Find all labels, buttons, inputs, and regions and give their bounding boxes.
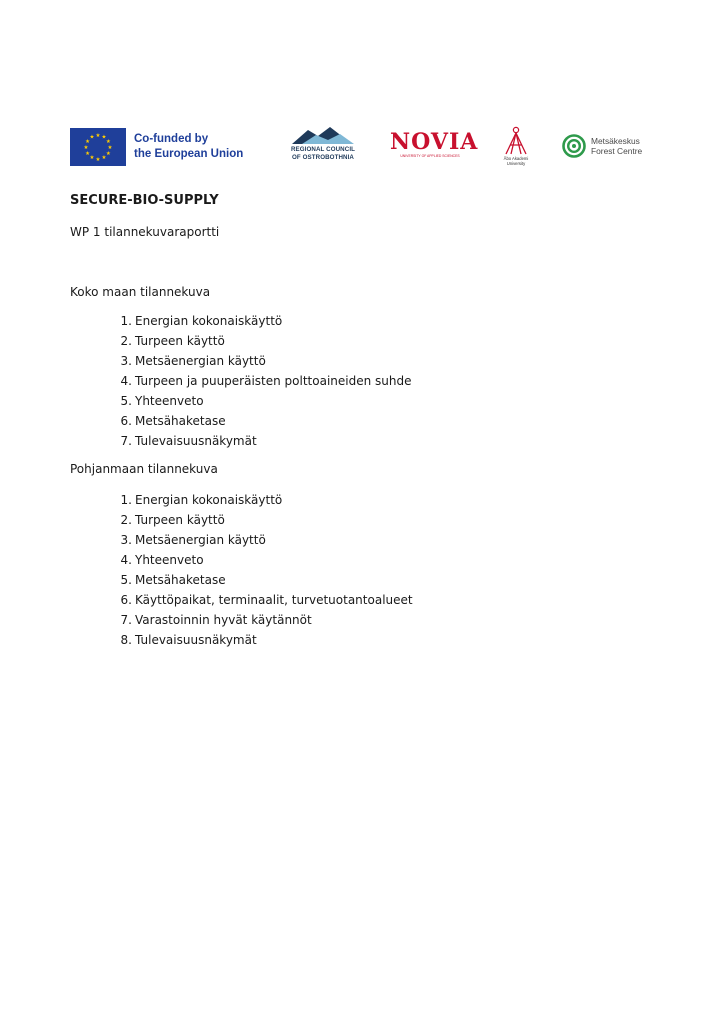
list-item: 3. Metsäenergian käyttö [120, 354, 266, 368]
eu-flag-icon [70, 128, 126, 166]
regional-council-line1: REGIONAL COUNCIL [290, 146, 356, 153]
eu-logo-line2: the European Union [134, 148, 244, 160]
list-item: 1. Energian kokonaiskäyttö [120, 314, 283, 328]
novia-logo [390, 129, 479, 159]
eu-logo-line1: Co-funded by [134, 133, 209, 145]
abo-logo-line2: University [506, 161, 526, 166]
novia-wordmark: NOVIA [390, 129, 479, 155]
eu-star-icon: ★ [105, 138, 111, 145]
eu-star-icon: ★ [105, 150, 111, 157]
eu-star-icon: ★ [107, 144, 113, 151]
list-item: 7. Varastoinnin hyvät käytännöt [120, 613, 312, 627]
section-heading-national: Koko maan tilannekuva [70, 285, 211, 299]
regional-council-logo [278, 124, 368, 162]
list-item: 5. Metsähaketase [120, 573, 226, 587]
eu-star-icon: ★ [101, 134, 107, 141]
metsakeskus-logo [562, 134, 642, 158]
list-item: 6. Metsähaketase [120, 414, 226, 428]
abo-logo-line1: Åbo Akademi [503, 156, 529, 161]
list-item: 4. Yhteenveto [120, 553, 204, 567]
list-item: 8. Tulevaisuusnäkymät [120, 633, 257, 647]
list-item: 1. Energian kokonaiskäyttö [120, 493, 283, 507]
national-contents-list [70, 311, 412, 451]
eu-star-icon: ★ [101, 155, 107, 162]
list-item: 4. Turpeen ja puuperäisten polttoaineiden suhde [120, 374, 412, 388]
list-item: 2. Turpeen käyttö [120, 334, 225, 348]
eu-star-icon: ★ [83, 144, 89, 151]
logo-bar [70, 124, 660, 172]
list-item: 3. Metsäenergian käyttö [120, 533, 266, 547]
metsakeskus-line1: Metsäkeskus [591, 136, 640, 146]
eu-star-icon: ★ [85, 150, 91, 157]
eu-star-icon: ★ [85, 138, 91, 145]
list-item: 2. Turpeen käyttö [120, 513, 225, 527]
eu-star-icon: ★ [89, 134, 95, 141]
eu-cofunded-logo [70, 128, 243, 166]
eu-star-icon: ★ [95, 156, 101, 163]
abo-akademi-emblem-icon [500, 126, 532, 156]
mountain-icon [288, 124, 358, 146]
document-title: SECURE-BIO-SUPPLY [70, 193, 219, 208]
document-subtitle: WP 1 tilannekuvaraportti [70, 225, 220, 239]
document-body [70, 193, 670, 647]
metsakeskus-line2: Forest Centre [591, 146, 643, 156]
list-item: 5. Yhteenveto [120, 394, 204, 408]
list-item: 7. Tulevaisuusnäkymät [120, 434, 257, 448]
novia-subtitle: UNIVERSITY OF APPLIED SCIENCES [400, 154, 460, 158]
section-heading-ostrobothnia: Pohjanmaan tilannekuva [70, 462, 218, 476]
eu-star-icon: ★ [95, 132, 101, 139]
ostrobothnia-contents-list [70, 490, 413, 650]
forest-centre-circle-icon [562, 134, 586, 158]
abo-akademi-logo [498, 126, 534, 166]
eu-star-icon: ★ [89, 155, 95, 162]
list-item: 6. Käyttöpaikat, terminaalit, turvetuotantoalueet [120, 593, 413, 607]
regional-council-line2: OF OSTROBOTHNIA [292, 154, 354, 161]
